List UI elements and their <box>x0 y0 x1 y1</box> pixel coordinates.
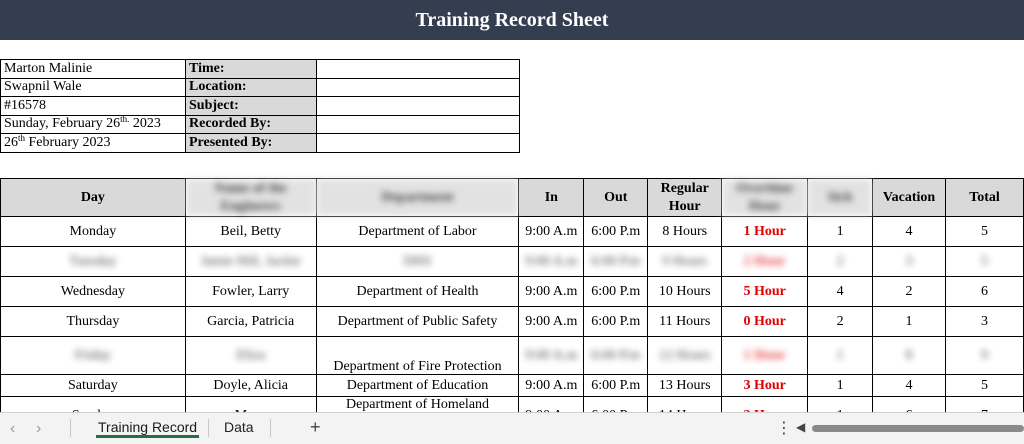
tab-divider <box>70 419 71 437</box>
table-row <box>1 217 1024 247</box>
tab-divider <box>208 419 209 437</box>
info-value-cell[interactable] <box>317 60 520 79</box>
header-day[interactable]: Day <box>1 179 186 217</box>
cell-overtime[interactable]: 0 Hour <box>722 307 808 337</box>
header-regular-hour[interactable]: Regular Hour <box>648 179 722 217</box>
header-vacation[interactable]: Vacation <box>873 179 946 217</box>
cell-out[interactable]: 6:00 P.m <box>584 217 648 247</box>
cell-overtime[interactable]: 3 Hour <box>722 375 808 397</box>
cell-regular[interactable]: 12 Hours <box>648 337 722 375</box>
info-value-cell[interactable] <box>317 134 520 153</box>
cell-sick[interactable]: 1 <box>808 375 873 397</box>
cell-engineer[interactable]: Fowler, Larry <box>185 277 316 307</box>
cell-sick[interactable]: 1 <box>808 337 873 375</box>
header-in[interactable]: In <box>519 179 584 217</box>
info-id-cell[interactable]: #16578 <box>1 97 186 116</box>
info-label-cell[interactable]: Recorded By: <box>186 115 317 134</box>
cell-regular[interactable]: 8 Hours <box>648 217 722 247</box>
header-sick[interactable]: Sick <box>808 179 873 217</box>
header-department[interactable]: Department <box>316 179 519 217</box>
training-table <box>0 178 1024 435</box>
cell-overtime[interactable]: 1 Hour <box>722 337 808 375</box>
header-row <box>1 179 1024 217</box>
header-total[interactable]: Total <box>946 179 1024 217</box>
cell-vacation[interactable]: 8 <box>873 337 946 375</box>
cell-vacation[interactable]: 2 <box>873 277 946 307</box>
cell-total[interactable]: 5 <box>946 375 1024 397</box>
cell-sick[interactable]: 2 <box>808 247 873 277</box>
cell-regular[interactable]: 10 Hours <box>648 277 722 307</box>
cell-sick[interactable]: 1 <box>808 217 873 247</box>
cell-regular[interactable]: 11 Hours <box>648 307 722 337</box>
info-value-cell[interactable] <box>317 97 520 116</box>
info-row <box>1 97 520 116</box>
cell-day[interactable]: Tuesday <box>1 247 186 277</box>
cell-regular[interactable]: 13 Hours <box>648 375 722 397</box>
cell-engineer[interactable]: Jamie Hill, Jackie <box>185 247 316 277</box>
cell-in[interactable]: 9:00 A.m <box>519 337 584 375</box>
info-value-cell[interactable] <box>317 115 520 134</box>
cell-engineer[interactable]: Garcia, Patricia <box>185 307 316 337</box>
cell-vacation[interactable]: 4 <box>873 375 946 397</box>
sheet-tab-bar <box>0 412 1024 444</box>
cell-total[interactable]: 3 <box>946 307 1024 337</box>
scroll-left-icon[interactable]: ◀ <box>796 420 806 434</box>
info-date-cell[interactable]: 26th February 2023 <box>1 134 186 153</box>
cell-total[interactable]: 5 <box>946 247 1024 277</box>
info-row <box>1 78 520 97</box>
info-table <box>0 59 520 153</box>
table-row <box>1 375 1024 397</box>
header-engineer-name[interactable]: Name of the Engineers <box>185 179 316 217</box>
table-row <box>1 337 1024 375</box>
cell-regular[interactable]: 9 Hours <box>648 247 722 277</box>
info-label-cell[interactable]: Subject: <box>186 97 317 116</box>
cell-department[interactable]: Department of Homeland <box>316 397 519 435</box>
cell-department[interactable]: Department of Fire Protection <box>316 337 519 375</box>
cell-out[interactable]: 6:00 P.m <box>584 307 648 337</box>
cell-department[interactable]: DHS <box>316 247 519 277</box>
header-overtime-hour[interactable]: Overtime Hour <box>722 179 808 217</box>
cell-sick[interactable]: 2 <box>808 307 873 337</box>
cell-in[interactable]: 9:00 A.m <box>519 247 584 277</box>
cell-overtime[interactable]: 2 Hour <box>722 247 808 277</box>
cell-total[interactable]: 5 <box>946 217 1024 247</box>
cell-engineer[interactable]: Beil, Betty <box>185 217 316 247</box>
info-row <box>1 134 520 153</box>
cell-in[interactable]: 9:00 A.m <box>519 277 584 307</box>
info-row <box>1 115 520 134</box>
info-label-cell[interactable]: Location: <box>186 78 317 97</box>
cell-department[interactable]: Department of Labor <box>316 217 519 247</box>
info-label-cell[interactable]: Time: <box>186 60 317 79</box>
table-row <box>1 307 1024 337</box>
cell-in[interactable]: 9:00 A.m <box>519 307 584 337</box>
info-date-cell[interactable]: Sunday, February $26^{th.}$ 2023 <box>1 115 186 134</box>
cell-engineer[interactable]: Eliza <box>185 337 316 375</box>
cell-day[interactable]: Saturday <box>1 375 186 397</box>
cell-out[interactable]: 6:00 P.m <box>584 247 648 277</box>
prev-sheet-icon[interactable]: ‹ <box>10 420 16 437</box>
cell-overtime[interactable]: 1 Hour <box>722 217 808 247</box>
horizontal-scrollbar[interactable] <box>812 425 1024 432</box>
cell-day[interactable]: Monday <box>1 217 186 247</box>
cell-vacation[interactable]: 1 <box>873 307 946 337</box>
sheet-grid[interactable] <box>0 40 1024 412</box>
sheet-title: Training Record Sheet <box>415 8 609 31</box>
tab-divider <box>270 419 271 437</box>
cell-total[interactable]: 6 <box>946 277 1024 307</box>
cell-in[interactable]: 9:00 A.m <box>519 375 584 397</box>
info-name-cell[interactable]: Swapnil Wale <box>1 78 186 97</box>
header-out[interactable]: Out <box>584 179 648 217</box>
cell-engineer[interactable]: Doyle, Alicia <box>185 375 316 397</box>
cell-out[interactable]: 6:00 P.m <box>584 375 648 397</box>
info-value-cell[interactable] <box>317 78 520 97</box>
title-bar <box>0 0 1024 40</box>
next-sheet-icon[interactable]: › <box>36 420 42 437</box>
cell-out[interactable]: 6:00 P.m <box>584 277 648 307</box>
tab-data[interactable]: Data <box>224 419 254 435</box>
cell-vacation[interactable]: 4 <box>873 217 946 247</box>
cell-department[interactable]: Department of Health <box>316 277 519 307</box>
cell-day[interactable]: Thursday <box>1 307 186 337</box>
cell-department[interactable]: Department of Public Safety <box>316 307 519 337</box>
add-sheet-icon[interactable]: + <box>310 417 321 437</box>
cell-vacation[interactable]: 3 <box>873 247 946 277</box>
table-row <box>1 277 1024 307</box>
info-row <box>1 60 520 79</box>
cell-day[interactable]: Wednesday <box>1 277 186 307</box>
cell-overtime[interactable]: 5 Hour <box>722 277 808 307</box>
info-label-cell[interactable]: Presented By: <box>186 134 317 153</box>
more-options-icon[interactable]: ⋮ <box>776 420 792 437</box>
tab-training-record[interactable]: Training Record <box>92 413 203 441</box>
cell-department[interactable]: Department of Education <box>316 375 519 397</box>
cell-total[interactable]: 9 <box>946 337 1024 375</box>
cell-out[interactable]: 6:00 P.m <box>584 337 648 375</box>
info-name-cell[interactable]: Marton Malinie <box>1 60 186 79</box>
cell-day[interactable]: Friday <box>1 337 186 375</box>
table-row <box>1 247 1024 277</box>
cell-sick[interactable]: 4 <box>808 277 873 307</box>
cell-in[interactable]: 9:00 A.m <box>519 217 584 247</box>
